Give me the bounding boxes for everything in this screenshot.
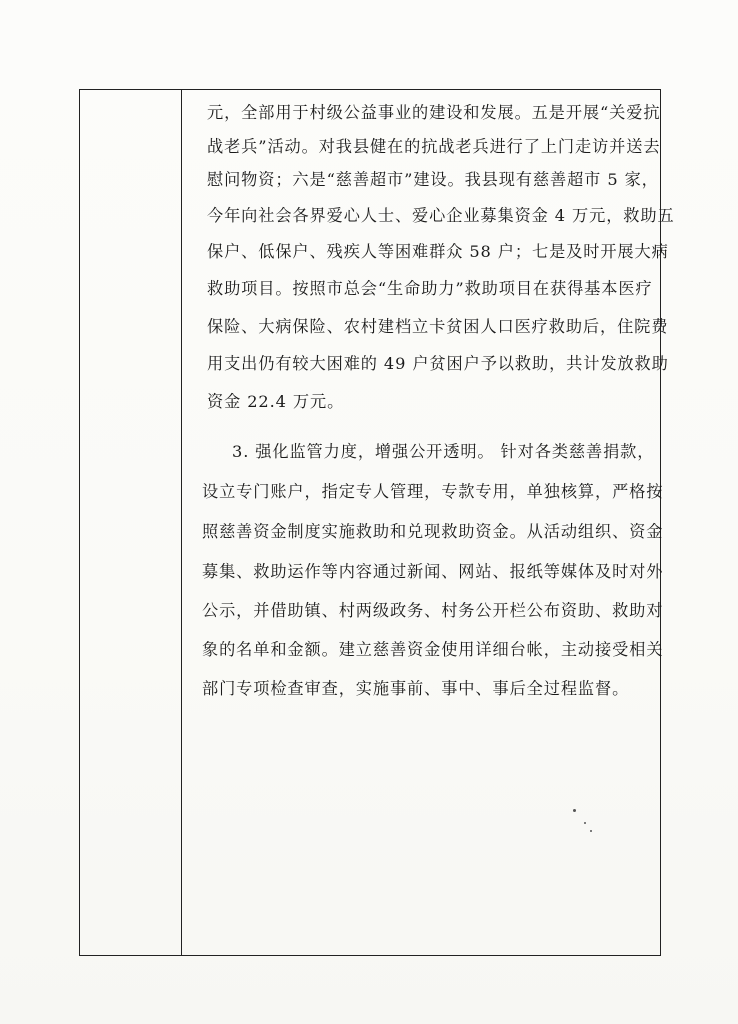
content-line: 公示，并借助镇、村两级政务、村务公开栏公布资助、救助对 — [202, 601, 664, 620]
form-table — [79, 89, 675, 956]
scan-speck — [573, 809, 576, 812]
content-line: 保险、大病保险、农村建档立卡贫困人口医疗救助后，住院费 — [207, 317, 669, 336]
content-line: 救助项目。按照市总会“生命助力”救助项目在获得基本医疗 — [207, 279, 653, 298]
content-line: 部门专项检查审查，实施事前、事中、事后全过程监督。 — [202, 679, 630, 698]
content-line: 募集、救助运作等内容通过新闻、网站、报纸等媒体及时对外 — [202, 562, 664, 581]
content-line: 3. 强化监管力度，增强公开透明。 针对各类慈善捐款， — [232, 442, 655, 461]
scan-speck — [590, 830, 592, 832]
content-line: 象的名单和金额。建立慈善资金使用详细台帐，主动接受相关 — [202, 640, 664, 659]
content-line: 资金 22.4 万元。 — [207, 392, 345, 411]
content-line: 用支出仍有较大困难的 49 户贫困户予以救助，共计发放救助 — [207, 354, 669, 373]
content-line: 照慈善资金制度实施救助和兑现救助资金。从活动组织、资金 — [202, 522, 664, 541]
content-line: 今年向社会各界爱心人士、爱心企业募集资金 4 万元，救助五 — [207, 206, 675, 225]
content-line: 战老兵”活动。对我县健在的抗战老兵进行了上门走访并送去 — [207, 137, 661, 156]
form-label-column — [80, 90, 182, 955]
form-content-cell — [182, 90, 675, 955]
content-line: 元，全部用于村级公益事业的建设和发展。五是开展“关爱抗 — [207, 103, 661, 122]
content-line: 保户、低保户、残疾人等困难群众 58 户；七是及时开展大病 — [207, 242, 669, 261]
scan-speck — [584, 822, 586, 824]
content-line: 设立专门账户，指定专人管理，专款专用，单独核算，严格按 — [202, 482, 664, 501]
content-line: 慰问物资；六是“慈善超市”建设。我县现有慈善超市 5 家， — [207, 170, 659, 189]
